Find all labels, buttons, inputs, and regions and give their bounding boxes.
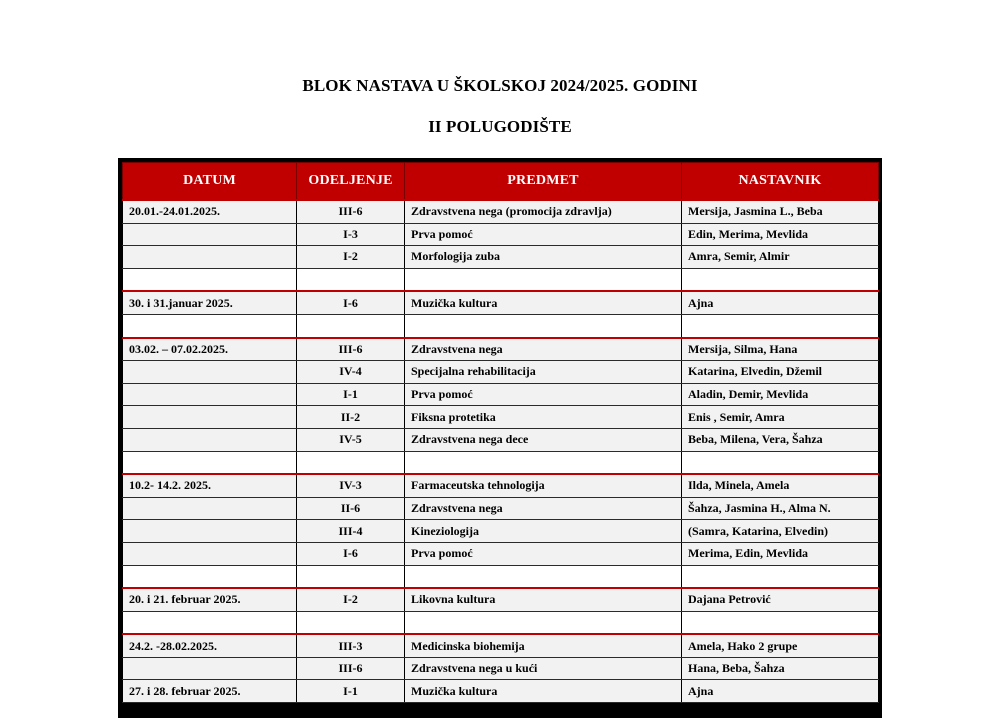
table-row (123, 657, 879, 680)
empty-cell (682, 611, 879, 634)
empty-cell (405, 268, 682, 291)
cell-date (123, 383, 297, 406)
cell-teachers: Amra, Semir, Almir (682, 246, 879, 269)
cell-date: 27. i 28. februar 2025. (123, 680, 297, 703)
cell-date: 30. i 31.januar 2025. (123, 291, 297, 314)
table-row (123, 428, 879, 451)
document-subtitle: II POLUGODIŠTE (428, 117, 572, 136)
spacer-row (123, 565, 879, 588)
cell-subject: Zdravstvena nega (405, 338, 682, 361)
spacer-row (123, 451, 879, 474)
cell-teachers: Katarina, Elvedin, Džemil (682, 361, 879, 384)
cell-subject: Kineziologija (405, 520, 682, 543)
cell-date (123, 497, 297, 520)
cell-class: III-6 (297, 657, 405, 680)
header-datum: DATUM (123, 163, 297, 201)
empty-cell (405, 611, 682, 634)
empty-cell (123, 565, 297, 588)
cell-subject: Muzička kultura (405, 680, 682, 703)
cell-teachers: Amela, Hako 2 grupe (682, 634, 879, 657)
empty-cell (123, 451, 297, 474)
cell-teachers: Enis , Semir, Amra (682, 406, 879, 429)
cell-teachers: Dajana Petrović (682, 588, 879, 611)
cell-class: IV-5 (297, 428, 405, 451)
cell-class: II-6 (297, 497, 405, 520)
table-row (123, 361, 879, 384)
table-row (123, 291, 879, 314)
table-row (123, 223, 879, 246)
cell-teachers: Beba, Milena, Vera, Šahza (682, 428, 879, 451)
empty-cell (682, 565, 879, 588)
cell-subject: Medicinska biohemija (405, 634, 682, 657)
cell-class: III-6 (297, 200, 405, 223)
cell-subject: Zdravstvena nega dece (405, 428, 682, 451)
table-body (123, 200, 879, 703)
cell-subject: Specijalna rehabilitacija (405, 361, 682, 384)
empty-cell (405, 565, 682, 588)
table-row (123, 338, 879, 361)
cell-date: 20. i 21. februar 2025. (123, 588, 297, 611)
empty-cell (123, 314, 297, 337)
empty-cell (123, 268, 297, 291)
cell-teachers: Aladin, Demir, Mevlida (682, 383, 879, 406)
cell-date (123, 428, 297, 451)
header-nastavnik: NASTAVNIK (682, 163, 879, 201)
table-row (123, 542, 879, 565)
cell-teachers: Šahza, Jasmina H., Alma N. (682, 497, 879, 520)
empty-cell (297, 565, 405, 588)
cell-class: I-3 (297, 223, 405, 246)
cell-subject: Likovna kultura (405, 588, 682, 611)
table-row (123, 588, 879, 611)
cell-subject: Muzička kultura (405, 291, 682, 314)
empty-cell (297, 268, 405, 291)
cell-subject: Prva pomoć (405, 223, 682, 246)
cell-date (123, 542, 297, 565)
table-row (123, 383, 879, 406)
table-header-row (123, 163, 879, 201)
empty-cell (405, 451, 682, 474)
header-odeljenje: ODELJENJE (297, 163, 405, 201)
schedule-table-frame (118, 158, 882, 718)
empty-cell (405, 314, 682, 337)
empty-cell (682, 314, 879, 337)
table-row (123, 246, 879, 269)
empty-cell (297, 451, 405, 474)
cell-date: 20.01.-24.01.2025. (123, 200, 297, 223)
cell-date (123, 520, 297, 543)
table-row (123, 634, 879, 657)
cell-class: I-6 (297, 542, 405, 565)
cell-subject: Morfologija zuba (405, 246, 682, 269)
cell-teachers: Ajna (682, 291, 879, 314)
schedule-table (122, 162, 879, 703)
spacer-row (123, 314, 879, 337)
cell-class: I-6 (297, 291, 405, 314)
cell-class: III-3 (297, 634, 405, 657)
cell-teachers: Edin, Merima, Mevlida (682, 223, 879, 246)
cell-teachers: Ilda, Minela, Amela (682, 474, 879, 497)
cell-subject: Zdravstvena nega u kući (405, 657, 682, 680)
empty-cell (297, 611, 405, 634)
table-row (123, 200, 879, 223)
cell-subject: Prva pomoć (405, 383, 682, 406)
cell-class: I-1 (297, 680, 405, 703)
cell-teachers: (Samra, Katarina, Elvedin) (682, 520, 879, 543)
table-row (123, 406, 879, 429)
header-predmet: PREDMET (405, 163, 682, 201)
cell-teachers: Mersija, Jasmina L., Beba (682, 200, 879, 223)
cell-teachers: Hana, Beba, Šahza (682, 657, 879, 680)
cell-date (123, 657, 297, 680)
table-row (123, 497, 879, 520)
table-row (123, 474, 879, 497)
cell-class: I-2 (297, 588, 405, 611)
empty-cell (123, 611, 297, 634)
cell-date (123, 246, 297, 269)
cell-subject: Zdravstvena nega (promocija zdravlja) (405, 200, 682, 223)
cell-subject: Prva pomoć (405, 542, 682, 565)
cell-date (123, 361, 297, 384)
empty-cell (682, 268, 879, 291)
cell-date (123, 406, 297, 429)
document-title: BLOK NASTAVA U ŠKOLSKOJ 2024/2025. GODINI (302, 76, 698, 95)
cell-class: I-2 (297, 246, 405, 269)
cell-class: III-6 (297, 338, 405, 361)
cell-class: IV-4 (297, 361, 405, 384)
empty-cell (297, 314, 405, 337)
cell-subject: Fiksna protetika (405, 406, 682, 429)
spacer-row (123, 268, 879, 291)
spacer-row (123, 611, 879, 634)
cell-date (123, 223, 297, 246)
cell-date: 03.02. – 07.02.2025. (123, 338, 297, 361)
cell-date: 24.2. -28.02.2025. (123, 634, 297, 657)
cell-teachers: Ajna (682, 680, 879, 703)
cell-teachers: Mersija, Silma, Hana (682, 338, 879, 361)
cell-class: IV-3 (297, 474, 405, 497)
cell-class: I-1 (297, 383, 405, 406)
cell-date: 10.2- 14.2. 2025. (123, 474, 297, 497)
cell-class: II-2 (297, 406, 405, 429)
cell-subject: Farmaceutska tehnologija (405, 474, 682, 497)
table-row (123, 680, 879, 703)
cell-teachers: Merima, Edin, Mevlida (682, 542, 879, 565)
cell-subject: Zdravstvena nega (405, 497, 682, 520)
empty-cell (682, 451, 879, 474)
cell-class: III-4 (297, 520, 405, 543)
table-row (123, 520, 879, 543)
